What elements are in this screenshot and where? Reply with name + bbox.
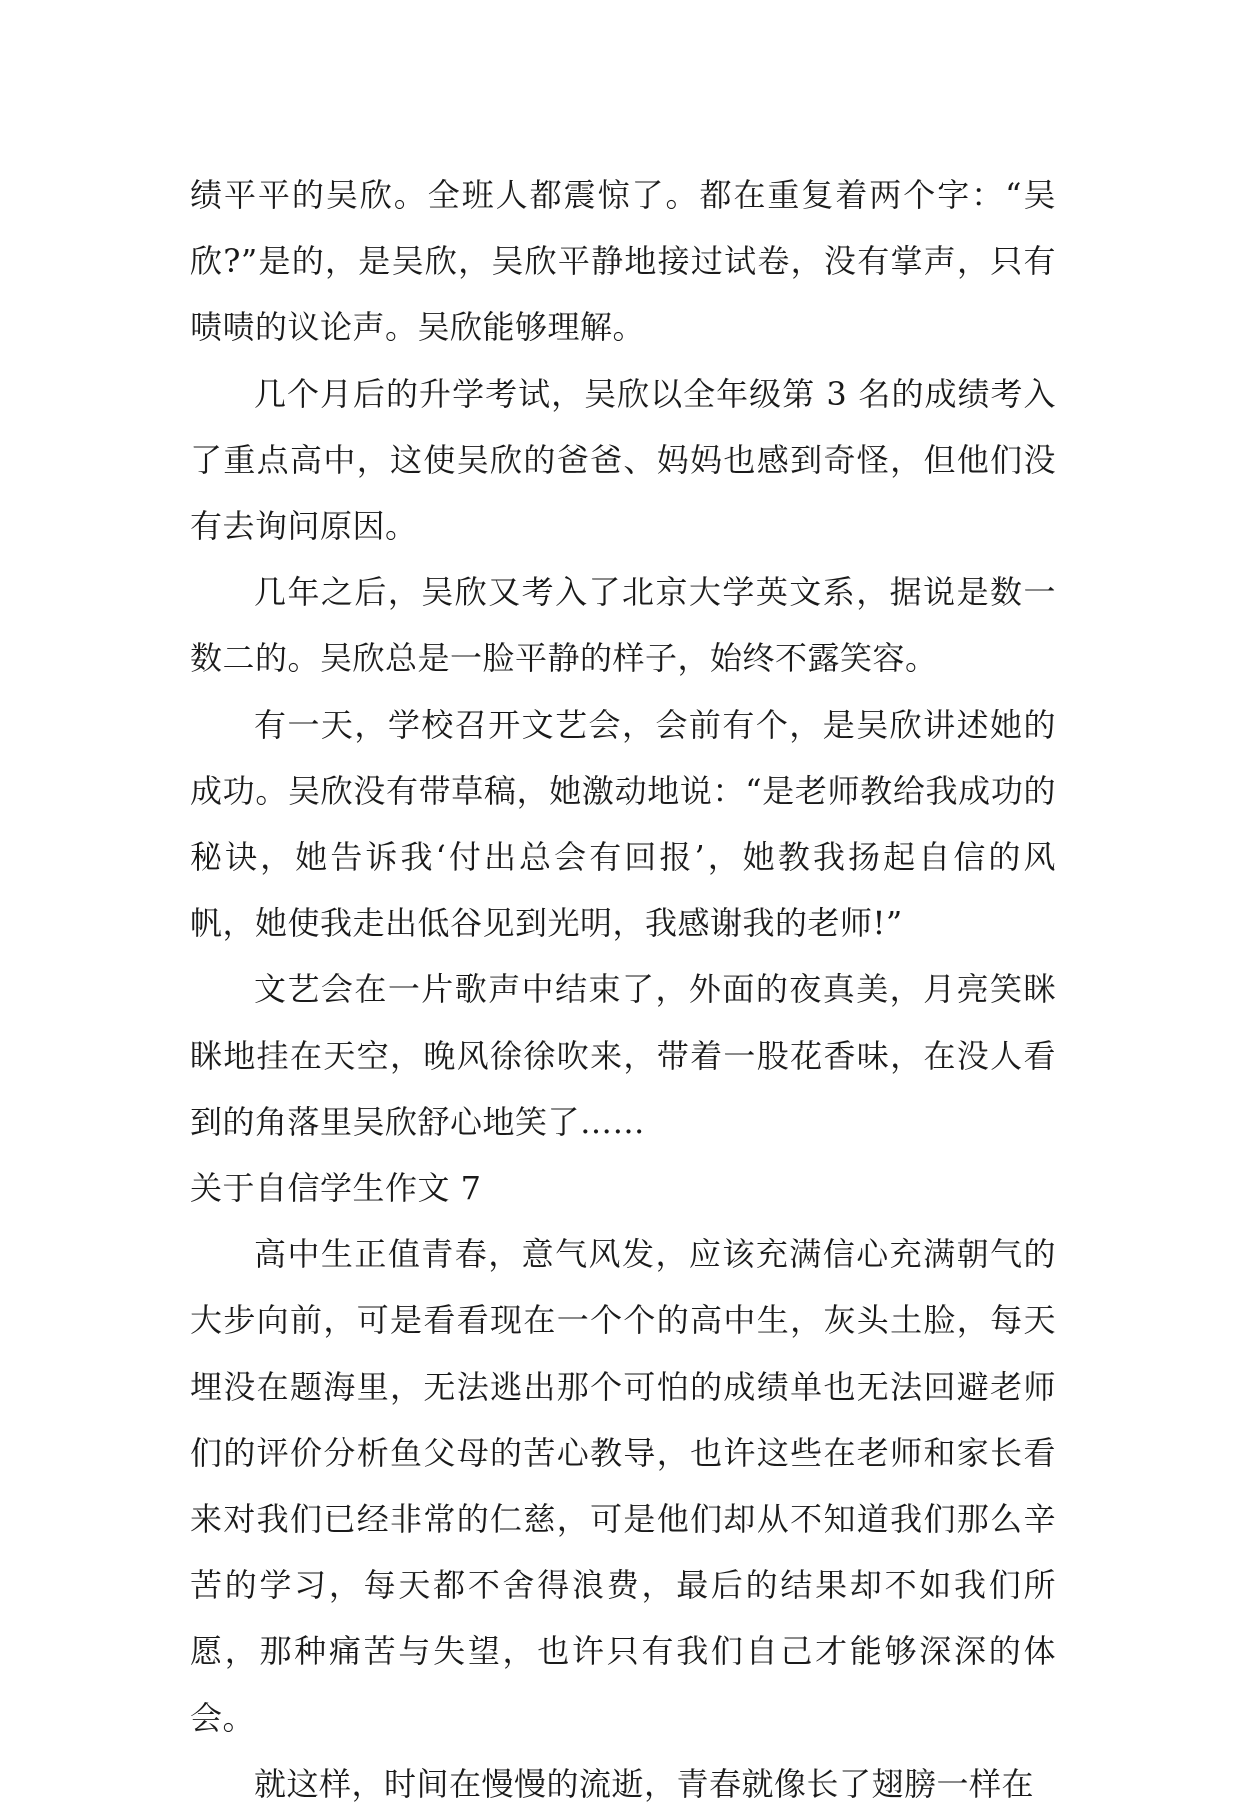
paragraph-7: 就这样，时间在慢慢的流逝，青春就像长了翅膀一样在: [254, 1764, 1035, 1803]
paragraph-2: 几个月后的升学考试，吴欣以全年级第 3 名的成绩考入了重点高中，这使吴欣的爸爸、妈妈也感到奇怪，但他们没有去询问原因。: [190, 374, 1056, 546]
paragraph-3: 几年之后，吴欣又考入了北京大学英文系，据说是数一数二的。吴欣总是一脸平静的样子，始终不露笑容。: [190, 573, 1056, 678]
paragraph-4: 有一天，学校召开文艺会，会前有个，是吴欣讲述她的成功。吴欣没有带草稿，她激动地说：“是老师教给我成功的秘诀，她告诉我‘付出总会有回报’，她教我扬起自信的风帆，她使我走出低谷见到光明，我感谢我的老师!”: [190, 705, 1056, 943]
paragraph-5: 文艺会在一片歌声中结束了，外面的夜真美，月亮笑眯眯地挂在天空，晚风徐徐吹来，带着一股花香味，在没人看到的角落里吴欣舒心地笑了……: [190, 970, 1056, 1141]
paragraph-1: 绩平平的吴欣。全班人都震惊了。都在重复着两个字：“吴欣?”是的，是吴欣，吴欣平静地接过试卷，没有掌声，只有啧啧的议论声。吴欣能够理解。: [190, 176, 1056, 347]
paragraph-6: 高中生正值青春，意气风发，应该充满信心充满朝气的大步向前，可是看看现在一个个的高中生，灰头土脸，每天埋没在题海里，无法逃出那个可怕的成绩单也无法回避老师们的评价分析鱼父母的苦心教导，也许这些在老师和家长看来对我们已经非常的仁慈，可是他们却从不知道我们那么辛苦的学习，每天都不舍得浪费，最后的结果却不如我们所愿，那种痛苦与失望，也许只有我们自己才能够深深的体会。: [190, 1235, 1056, 1737]
section-heading: 关于自信学生作文 7: [190, 1169, 482, 1208]
document-page: [190, 162, 1056, 1817]
